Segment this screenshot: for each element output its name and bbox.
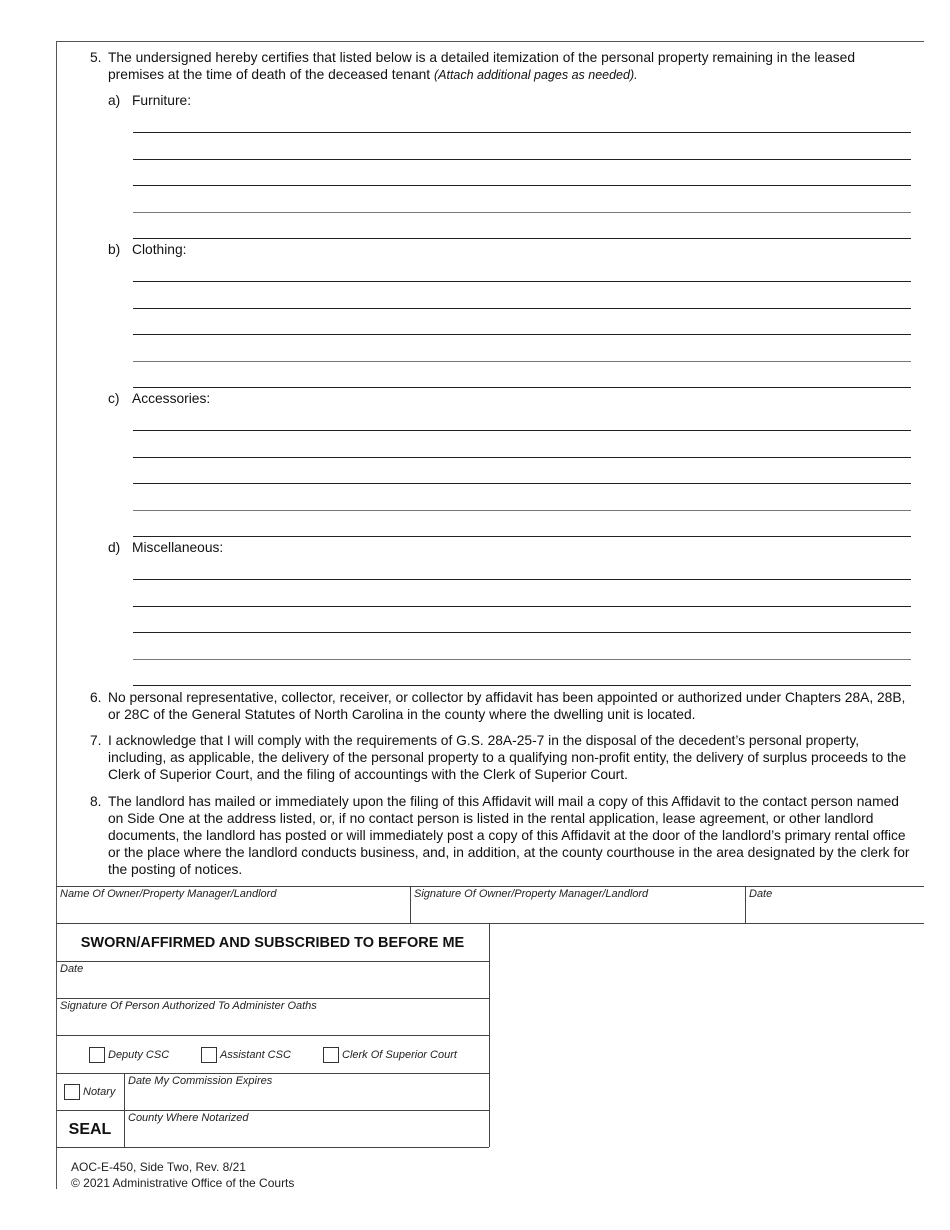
section-6: [90, 689, 914, 723]
category-letter: a): [108, 93, 121, 108]
left-border: [56, 41, 57, 1189]
owner-date-field[interactable]: Date: [749, 888, 773, 900]
section-8: [90, 793, 914, 878]
category-label: Clothing:: [132, 242, 187, 257]
accessories-entry-line[interactable]: [133, 510, 911, 511]
sworn-rule: [56, 998, 489, 999]
county-notarized-field[interactable]: County Where Notarized: [128, 1112, 249, 1124]
section-5-text: The undersigned hereby certifies that listed below is a detailed itemization of the personal property remaining in the leased premises at the time of death of the deceased tenant: [108, 50, 855, 82]
section-8-number: 8.: [90, 794, 102, 809]
section-7-number: 7.: [90, 733, 102, 748]
section-8-text: The landlord has mailed or immediately upon the filing of this Affidavit will mail a copy of this Affidavit to the contact person named on Side One at the address listed, or, if no contact person is listed in the rental application, lease agreement, or other landlord documents, the landlord has posted or will immediately post a copy of this Affidavit at the door of the landlord’s primary rental office or the place where the landlord conducts business, and, in addition, at the county courthouse in the area designated by the clerk for the posting of notices.: [108, 794, 910, 877]
signature-row-divider: [745, 886, 746, 923]
accessories-entry-line[interactable]: [133, 483, 911, 484]
clothing-entry-line[interactable]: [133, 334, 911, 335]
clothing-entry-line[interactable]: [133, 308, 911, 309]
furniture-entry-line[interactable]: [133, 132, 911, 133]
section-6-number: 6.: [90, 690, 102, 705]
clothing-entry-line[interactable]: [133, 281, 911, 282]
assistant-csc-checkbox[interactable]: [201, 1047, 217, 1063]
sworn-rule: [56, 1035, 489, 1036]
category-label: Accessories:: [132, 391, 211, 406]
signature-row-top-rule: [56, 886, 924, 887]
signature-row-divider: [410, 886, 411, 923]
section-5: [90, 49, 914, 84]
sworn-box-right-border: [489, 923, 490, 1147]
deputy-csc-checkbox[interactable]: [89, 1047, 105, 1063]
accessories-entry-line[interactable]: [133, 457, 911, 458]
furniture-entry-line[interactable]: [133, 185, 911, 186]
top-border: [56, 41, 924, 42]
clothing-entry-line[interactable]: [133, 361, 911, 362]
authorized-signature-field[interactable]: Signature Of Person Authorized To Administer Oaths: [60, 1000, 317, 1012]
section-5-number: 5.: [90, 50, 102, 65]
seal-label: SEAL: [68, 1121, 112, 1138]
section-6-text: No personal representative, collector, receiver, or collector by affidavit has been appointed or authorized under Chapters 28A, 28B, or 28C of the General Statutes of North Carolina in the county where the dwelling unit is located.: [108, 690, 906, 722]
accessories-entry-line[interactable]: [133, 536, 911, 537]
category-letter: b): [108, 242, 121, 257]
clerk-superior-court-checkbox[interactable]: [323, 1047, 339, 1063]
category-letter: d): [108, 540, 121, 555]
clothing-entry-line[interactable]: [133, 387, 911, 388]
commission-expires-field[interactable]: Date My Commission Expires: [128, 1075, 273, 1087]
miscellaneous-entry-line[interactable]: [133, 632, 911, 633]
category-label: Miscellaneous:: [132, 540, 224, 555]
section-7: [90, 732, 914, 783]
accessories-entry-line[interactable]: [133, 430, 911, 431]
furniture-entry-line[interactable]: [133, 212, 911, 213]
owner-name-field[interactable]: Name Of Owner/Property Manager/Landlord: [60, 888, 277, 900]
category-label: Furniture:: [132, 93, 192, 108]
notary-label: Notary: [83, 1086, 116, 1098]
copyright: © 2021 Administrative Office of the Courts: [71, 1176, 295, 1190]
notary-checkbox[interactable]: [64, 1084, 80, 1100]
sworn-rule: [56, 961, 489, 962]
miscellaneous-entry-line[interactable]: [133, 579, 911, 580]
signature-row-bottom-rule: [56, 923, 924, 924]
furniture-entry-line[interactable]: [133, 159, 911, 160]
category-letter: c): [108, 391, 120, 406]
sworn-rule: [56, 1110, 489, 1111]
form-id: AOC-E-450, Side Two, Rev. 8/21: [71, 1160, 246, 1174]
sworn-heading: SWORN/AFFIRMED AND SUBSCRIBED TO BEFORE ME: [80, 935, 465, 951]
sworn-rule: [56, 1073, 489, 1074]
assistant-csc-label: Assistant CSC: [220, 1049, 291, 1061]
miscellaneous-entry-line[interactable]: [133, 606, 911, 607]
clerk-superior-court-label: Clerk Of Superior Court: [342, 1049, 457, 1061]
deputy-csc-label: Deputy CSC: [108, 1049, 170, 1061]
section-5-note: (Attach additional pages as needed).: [433, 68, 638, 82]
owner-signature-field[interactable]: Signature Of Owner/Property Manager/Landlord: [414, 888, 649, 900]
miscellaneous-entry-line[interactable]: [133, 659, 911, 660]
notary-date-field[interactable]: Date: [60, 963, 84, 975]
furniture-entry-line[interactable]: [133, 238, 911, 239]
miscellaneous-entry-line[interactable]: [133, 685, 911, 686]
section-7-text: I acknowledge that I will comply with the requirements of G.S. 28A-25-7 in the disposal of the decedent’s personal property, including, as applicable, the delivery of the personal property to a qualifying non-profit entity, the delivery of surplus proceeds to the Clerk of Superior Court, and the filing of accountings with the Clerk of Superior Court.: [108, 733, 907, 782]
sworn-box-bottom-rule: [56, 1147, 489, 1148]
